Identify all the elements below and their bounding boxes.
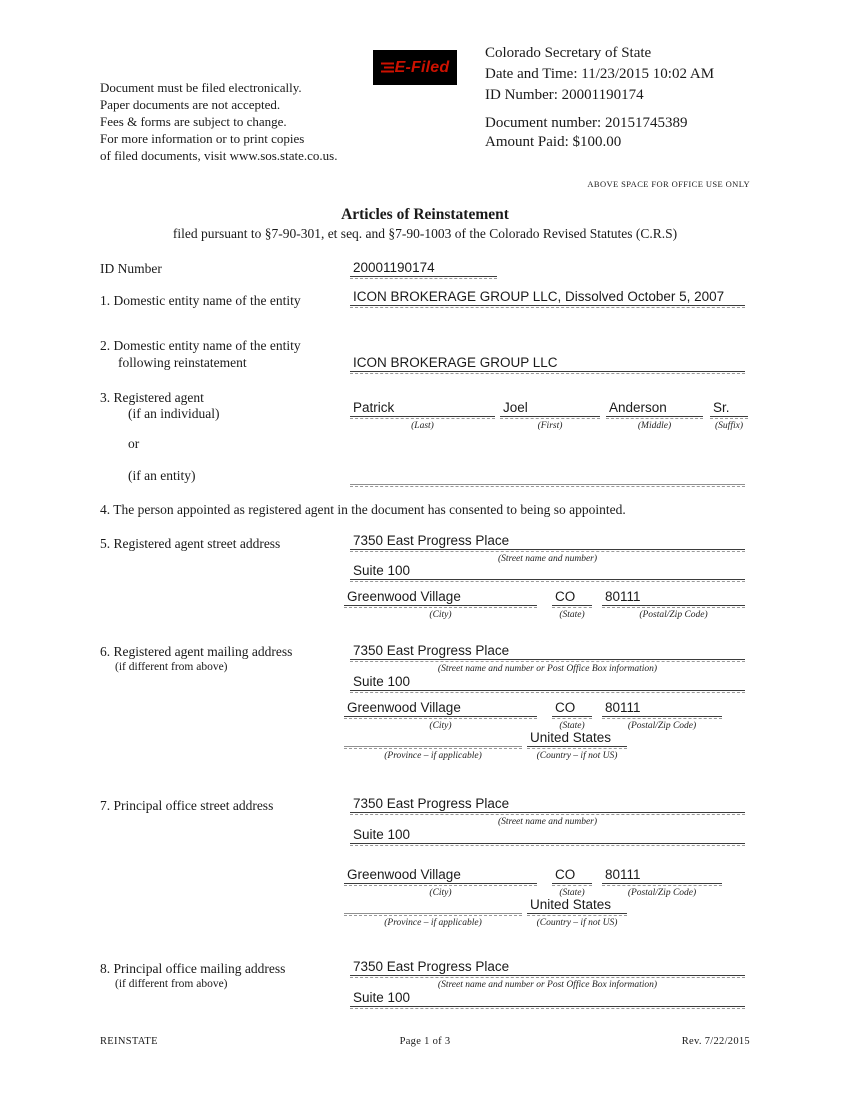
agent-first-name: Joel: [500, 399, 600, 417]
agent-suffix: Sr.: [710, 399, 748, 417]
item6-zip-field: [602, 699, 722, 732]
zip-hint: (Postal/Zip Code): [627, 888, 697, 898]
item8-street-hint: (Street name and number or Post Office Box information): [437, 980, 658, 990]
country-hint: (Country – if not US): [536, 918, 618, 928]
item6-suite: Suite 100: [350, 673, 745, 691]
footer-revision-date: Rev. 7/22/2015: [681, 1036, 750, 1047]
agent-middle-name: Anderson: [606, 399, 703, 417]
item8-sublabel: (if different from above): [115, 978, 228, 990]
item5-zip: 80111: [602, 588, 745, 606]
item5-city-field: [344, 588, 537, 621]
item5-street-hint: (Street name and number): [497, 554, 598, 564]
item6-country: United States: [527, 729, 627, 747]
item5-suite-field: [350, 562, 745, 582]
city-hint: (City): [429, 721, 452, 731]
item7-street: 7350 East Progress Place: [350, 795, 745, 813]
page-subtitle: filed pursuant to §7-90-301, et seq. and §7-90-1003 of the Colorado Revised Statutes (C.R.S): [172, 226, 678, 241]
item2-value: ICON BROKERAGE GROUP LLC: [350, 354, 745, 372]
office-use-block-2: [485, 114, 687, 152]
item5-street: 7350 East Progress Place: [350, 532, 745, 550]
item8-suite-field: [350, 989, 745, 1009]
state-hint: (State): [559, 721, 585, 731]
item3-or: or: [128, 436, 140, 451]
disclaimer-line: Paper documents are not accepted.: [100, 97, 281, 112]
form-line: [350, 373, 745, 374]
item7-state-field: [552, 866, 592, 899]
city-hint: (City): [429, 610, 452, 620]
filing-id-number: ID Number: 20001190174: [485, 87, 644, 103]
disclaimer-line: of filed documents, visit www.sos.state.co.us.: [100, 148, 338, 163]
amount-paid: Amount Paid: $100.00: [485, 134, 622, 150]
form-line: [350, 278, 497, 279]
item6-province-field: [344, 729, 522, 762]
zip-hint: (Postal/Zip Code): [627, 721, 697, 731]
suffix-hint: (Suffix): [715, 421, 743, 431]
item1-value: ICON BROKERAGE GROUP LLC, Dissolved October 5, 2007: [350, 288, 745, 306]
item1-field: [350, 288, 745, 308]
disclaimer-line: Document must be filed electronically.: [100, 80, 302, 95]
item5-city: Greenwood Village: [344, 588, 537, 606]
item4-label: 4. The person appointed as registered agent in the document has consented to being so appointed.: [100, 502, 626, 517]
item7-suite: Suite 100: [350, 826, 745, 844]
item8-street: 7350 East Progress Place: [350, 958, 745, 976]
item7-state: CO: [552, 866, 592, 884]
item7-city-field: [344, 866, 537, 899]
item8-street-field: [350, 958, 745, 991]
id-number-label: ID Number: [100, 261, 162, 276]
form-line: [350, 845, 745, 846]
agent-entity-field: [350, 467, 745, 487]
item7-label: 7. Principal office street address: [100, 798, 274, 813]
item3-sub-individual: (if an individual): [128, 406, 220, 421]
form-line: [350, 581, 745, 582]
item7-street-hint: (Street name and number): [497, 817, 598, 827]
item3-sub-entity: (if an entity): [128, 468, 196, 483]
item6-street-field: [350, 642, 745, 675]
item5-state: CO: [552, 588, 592, 606]
state-hint: (State): [559, 610, 585, 620]
item2-label: 2. Domestic entity name of the entity: [100, 338, 301, 353]
item6-state-field: [552, 699, 592, 732]
item7-street-field: [350, 795, 745, 828]
item7-country: United States: [527, 896, 627, 914]
item7-city: Greenwood Village: [344, 866, 537, 884]
item7-province-blank: [344, 896, 522, 914]
form-line: [350, 692, 745, 693]
disclaimer-line: For more information or to print copies: [100, 131, 305, 146]
agent-suffix-field: [710, 399, 748, 432]
item5-suite: Suite 100: [350, 562, 745, 580]
item5-street-field: [350, 532, 745, 565]
item6-street-hint: (Street name and number or Post Office Box information): [437, 664, 658, 674]
zip-hint: (Postal/Zip Code): [639, 610, 708, 620]
item1-label: 1. Domestic entity name of the entity: [100, 293, 301, 308]
footer-form-code: REINSTATE: [100, 1036, 158, 1047]
efiled-stamp: [373, 50, 457, 85]
agent-last-name: Patrick: [350, 399, 495, 417]
item8-label: 8. Principal office mailing address: [100, 961, 286, 976]
item2-label-line2: following reinstatement: [118, 355, 247, 370]
form-line: [350, 1008, 745, 1009]
item6-city-field: [344, 699, 537, 732]
first-hint: (First): [537, 421, 563, 431]
state-hint: (State): [559, 888, 585, 898]
item6-state: CO: [552, 699, 592, 717]
country-hint: (Country – if not US): [536, 751, 618, 761]
agent-entity-value-blank: [350, 467, 745, 485]
item8-suite: Suite 100: [350, 989, 745, 1007]
item6-province-blank: [344, 729, 522, 747]
item5-state-field: [552, 588, 592, 621]
city-hint: (City): [429, 888, 452, 898]
item7-zip: 80111: [602, 866, 722, 884]
item6-zip: 80111: [602, 699, 722, 717]
form-line: [350, 486, 745, 487]
disclaimer-block: [100, 79, 337, 164]
province-hint: (Province – if applicable): [384, 918, 482, 928]
form-line: [350, 307, 745, 308]
footer-page-number: Page 1 of 3: [399, 1036, 451, 1047]
item6-street: 7350 East Progress Place: [350, 642, 745, 660]
agent-first-name-field: [500, 399, 600, 432]
id-number-field: [350, 259, 497, 279]
province-hint: (Province – if applicable): [384, 751, 482, 761]
filing-datetime: Date and Time: 11/23/2015 10:02 AM: [485, 66, 715, 82]
page-title: Articles of Reinstatement: [341, 206, 509, 223]
item6-country-field: [527, 729, 627, 762]
disclaimer-line: Fees & forms are subject to change.: [100, 114, 287, 129]
efiled-stamp-text: E-Filed: [394, 58, 450, 76]
item2-field: [350, 354, 745, 374]
item6-label: 6. Registered agent mailing address: [100, 644, 293, 659]
item5-zip-field: [602, 588, 745, 621]
item6-sublabel: (if different from above): [115, 661, 228, 673]
item7-suite-field: [350, 826, 745, 846]
item5-label: 5. Registered agent street address: [100, 536, 281, 551]
office-use-note: ABOVE SPACE FOR OFFICE USE ONLY: [587, 179, 750, 189]
agency-name: Colorado Secretary of State: [485, 45, 652, 61]
id-number-value: 20001190174: [350, 259, 497, 277]
agent-middle-name-field: [606, 399, 703, 432]
item6-suite-field: [350, 673, 745, 693]
middle-hint: (Middle): [637, 421, 672, 431]
item7-country-field: [527, 896, 627, 929]
speed-lines-icon: [381, 61, 396, 74]
document-number: Document number: 20151745389: [485, 115, 688, 131]
item6-city: Greenwood Village: [344, 699, 537, 717]
office-use-block: [485, 43, 714, 106]
item7-zip-field: [602, 866, 722, 899]
item7-province-field: [344, 896, 522, 929]
last-hint: (Last): [411, 421, 434, 431]
item3-label: 3. Registered agent: [100, 390, 204, 405]
agent-last-name-field: [350, 399, 495, 432]
